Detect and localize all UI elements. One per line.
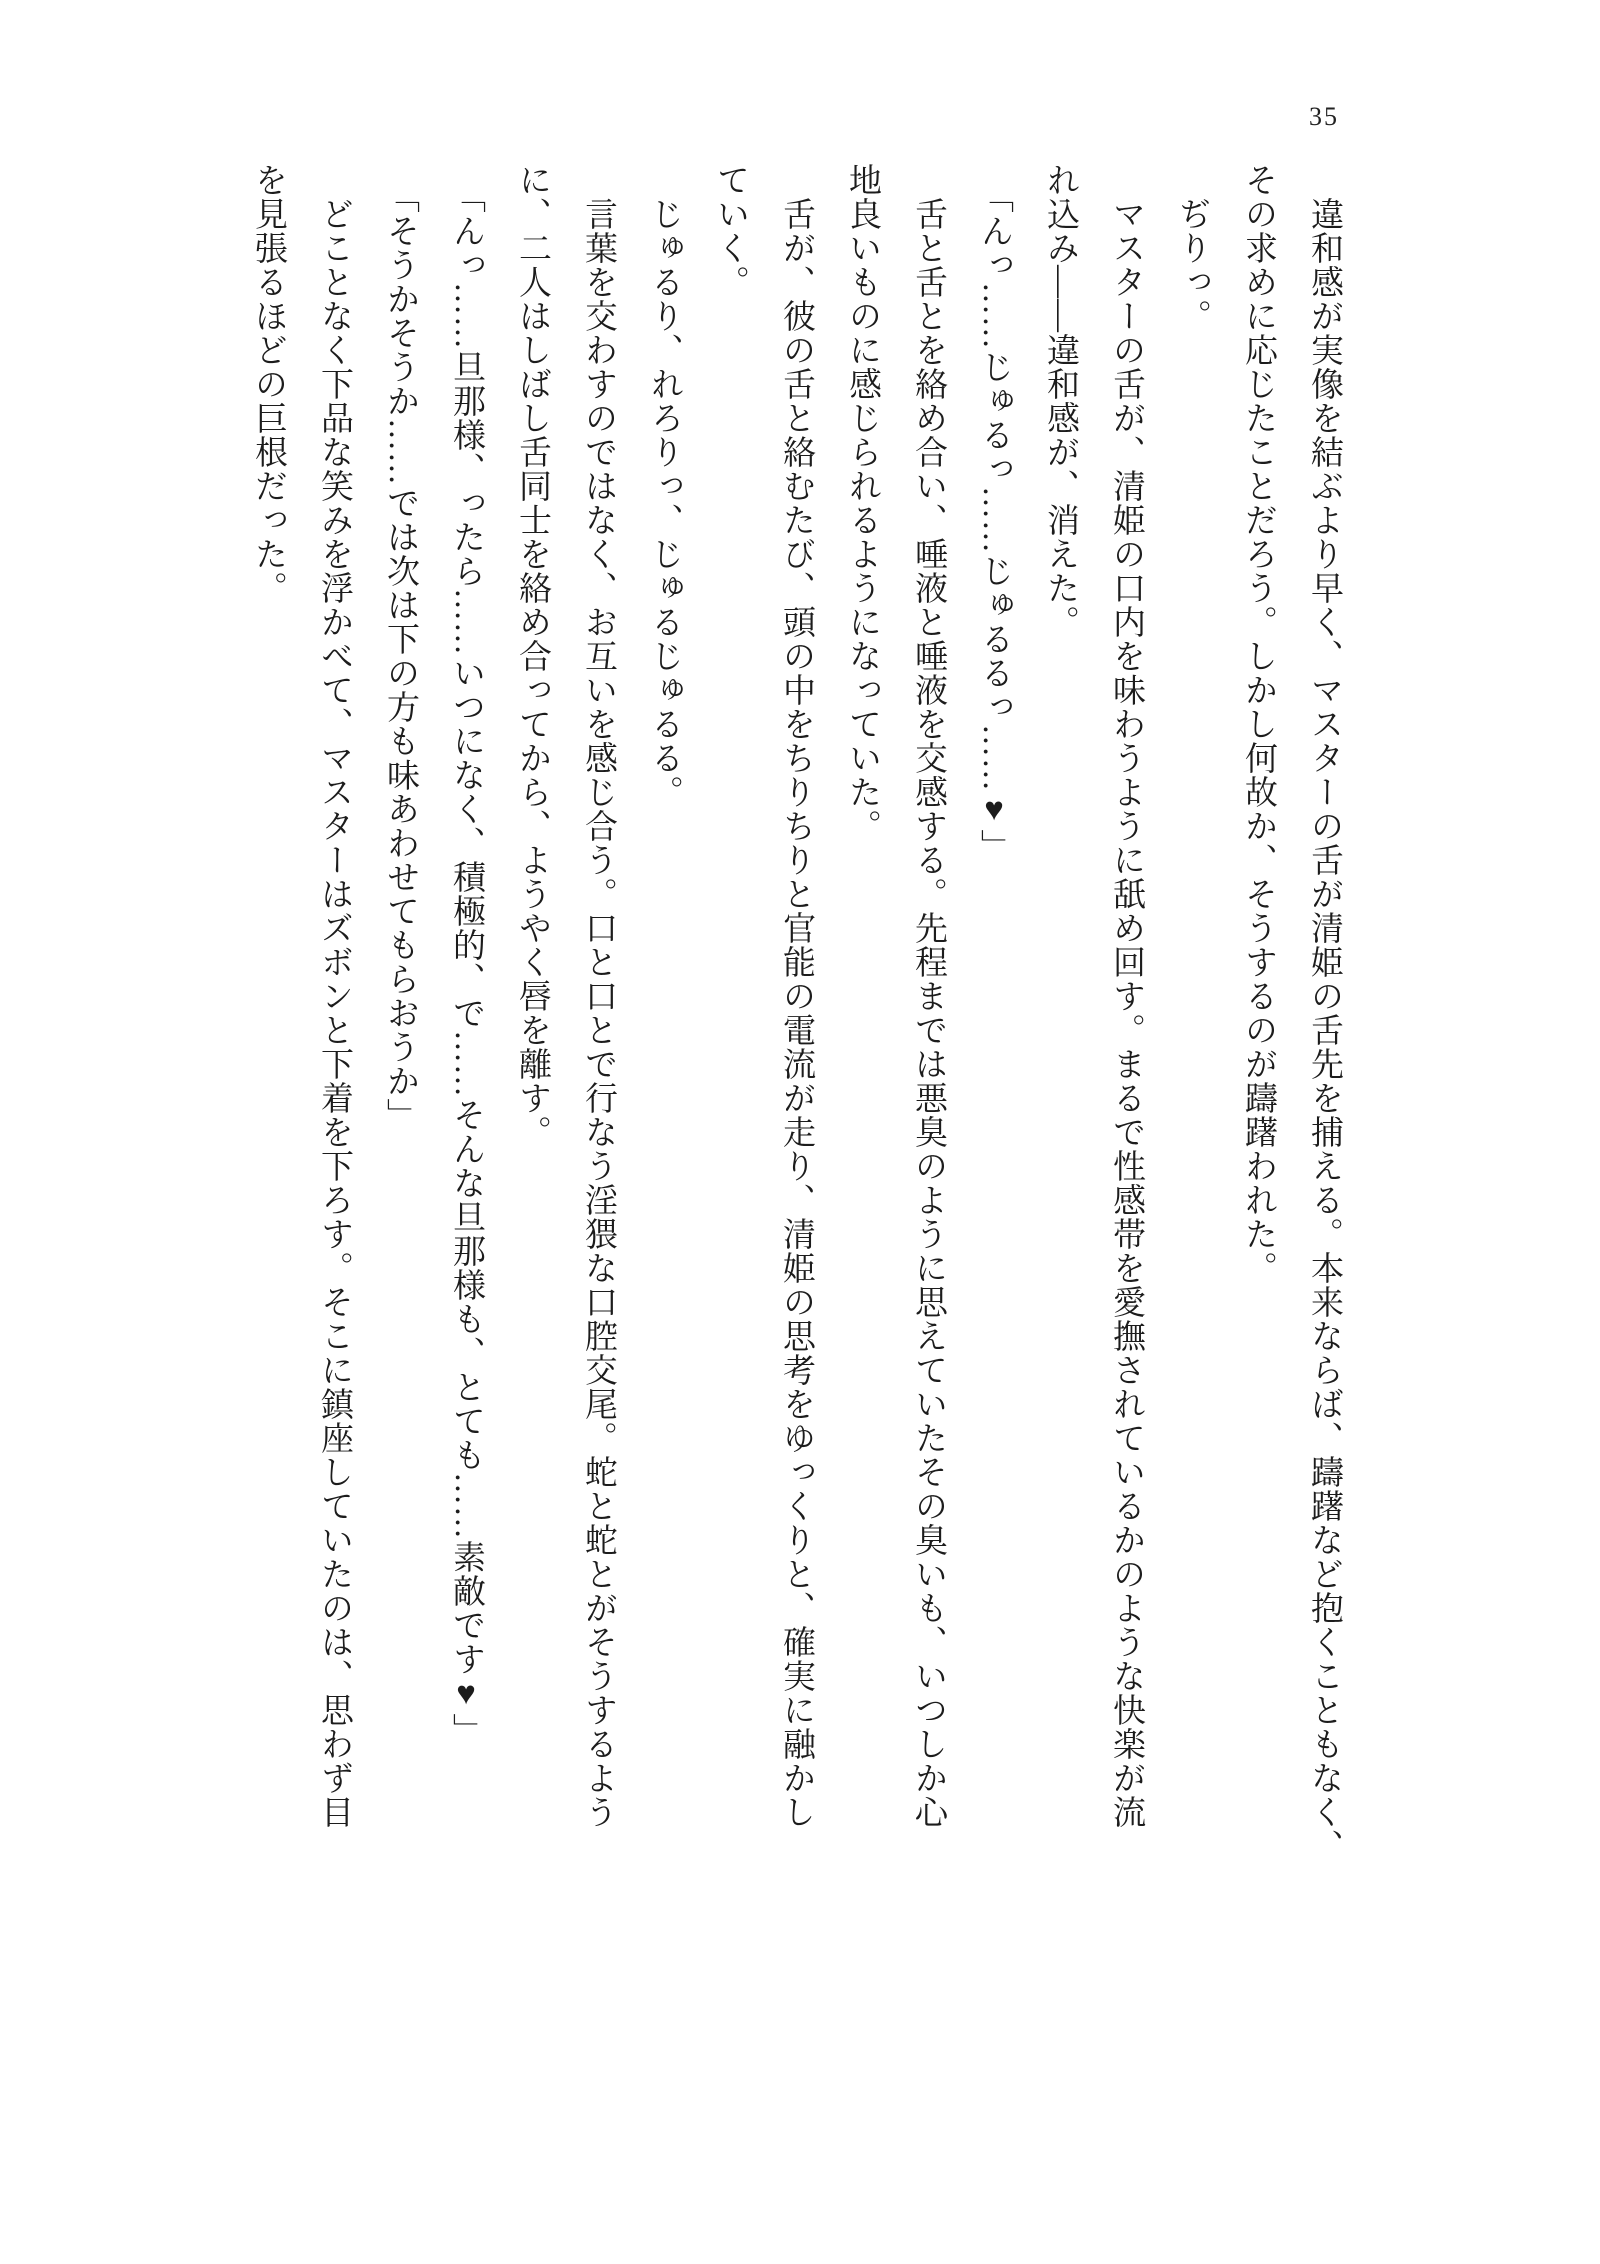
text-line: れ込み――違和感が、消えた。 (1042, 163, 1078, 639)
text-line: 言葉を交わすのではなく、お互いを感じ合う。口と口とで行なう淫猥な口腔交尾。蛇と蛇とがそうするよう (580, 197, 616, 1829)
page-number: 35 (1309, 102, 1339, 131)
text-line: 違和感が実像を結ぶより早く、マスターの舌が清姫の舌先を捕える。本来ならば、躊躇など抱くこともなく、 (1306, 197, 1342, 1863)
text-line: 「んっ……じゅるっ……じゅるるっ……♥」 (976, 180, 1012, 863)
text-body (235, 163, 1357, 2068)
text-line: 舌が、彼の舌と絡むたび、頭の中をちりちりと官能の電流が走り、清姫の思考をゆっくりと、確実に融かし (778, 197, 814, 1829)
text-line: どことなく下品な笑みを浮かべて、マスターはズボンと下着を下ろす。そこに鎮座していたのは、思わず目 (316, 197, 352, 1829)
text-line: ていく。 (712, 163, 748, 299)
text-line: 「そうかそうか……では次は下の方も味あわせてもらおうか」 (382, 180, 418, 1132)
text-line: マスターの舌が、清姫の口内を味わうように舐め回す。まるで性感帯を愛撫されているかのような快楽が流 (1108, 197, 1144, 1829)
text-line: 舌と舌とを絡め合い、唾液と唾液を交感する。先程までは悪臭のように思えていたその臭いも、いつしか心 (910, 197, 946, 1829)
text-line: その求めに応じたことだろう。しかし何故か、そうするのが躊躇われた。 (1240, 163, 1276, 1285)
text-line: に、二人はしばし舌同士を絡め合ってから、ようやく唇を離す。 (514, 163, 550, 1149)
text-line: 地良いものに感じられるようになっていた。 (844, 163, 880, 843)
text-line: を見張るほどの巨根だった。 (250, 163, 286, 605)
text-line: 「んっ……旦那様、ったら……いつになく、積極的、で……そんな旦那様も、とても……素敵です♥」 (448, 180, 484, 1747)
text-line: ぢりっ。 (1174, 197, 1210, 333)
text-line: じゅるり、れろりっ、じゅるじゅるる。 (646, 197, 682, 809)
